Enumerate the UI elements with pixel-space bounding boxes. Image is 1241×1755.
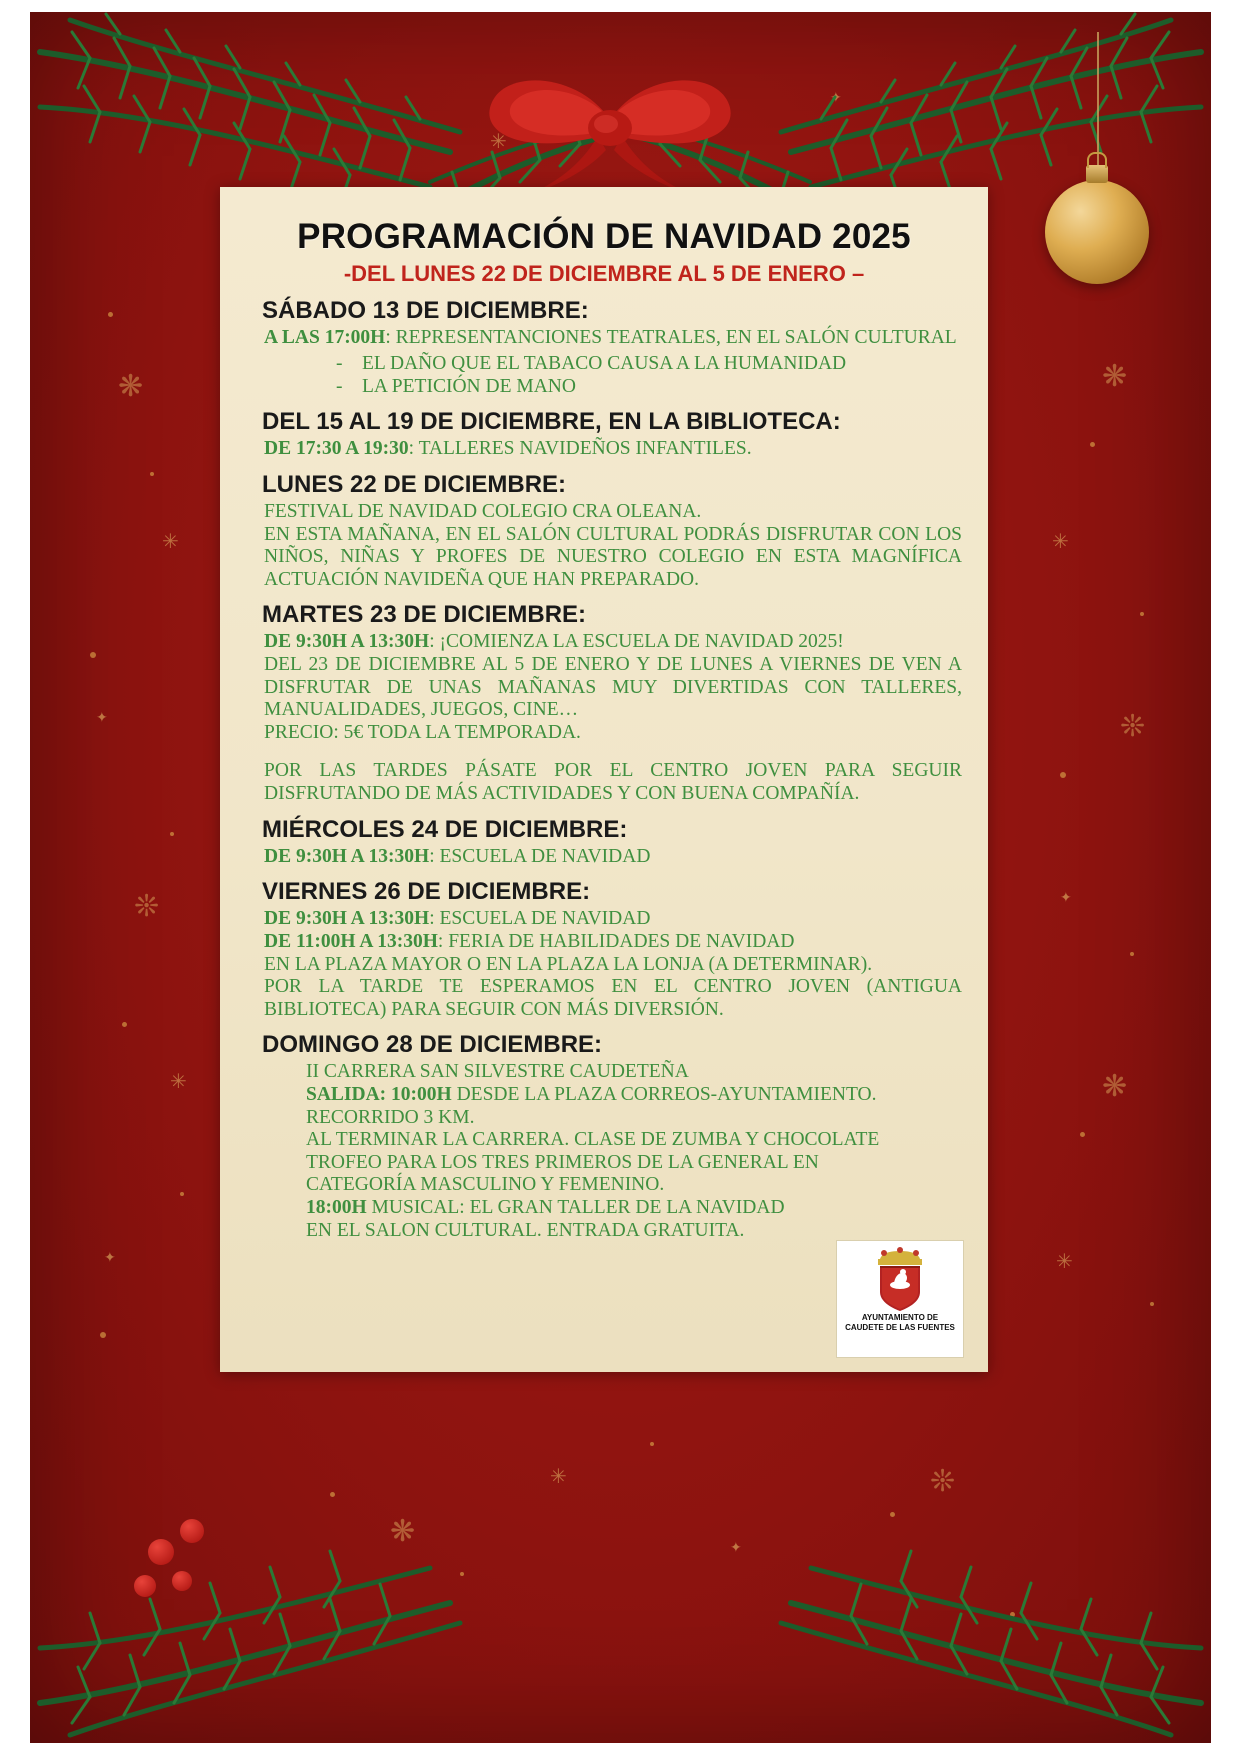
section-body (264, 438, 962, 461)
section-lead-bold: DE 9:30H A 13:30H (264, 908, 430, 930)
section-lunes-22 (246, 471, 962, 591)
pine-branch-bottom-right (741, 1493, 1211, 1743)
section-lead-rest: : ¡COMIENZA LA ESCUELA DE NAVIDAD 2025! (429, 631, 844, 653)
section-line: TROFEO PARA LOS TRES PRIMEROS DE LA GENERAL EN CATEGORÍA MASCULINO Y FEMENINO. (306, 1151, 819, 1196)
holly-berry (134, 1575, 156, 1597)
holly-berry (180, 1519, 204, 1543)
logo-line-2: CAUDETE DE LAS FUENTES (845, 1323, 955, 1332)
section-sabado-13 (246, 297, 962, 398)
red-bow (460, 62, 760, 202)
logo-text (845, 1313, 955, 1333)
section-day-heading: SÁBADO 13 DE DICIEMBRE: (262, 297, 589, 324)
section-lead-rest: : ESCUELA DE NAVIDAD (429, 845, 651, 867)
section-day-heading: DEL 15 AL 19 DE DICIEMBRE, EN LA BIBLIOTECA: (262, 408, 841, 436)
section-lead-rest: : REPRESENTANCIONES TEATRALES, EN EL SALÓN CULTURAL (385, 327, 957, 348)
list-item: - EL DAÑO QUE EL TABACO CAUSA A LA HUMANIDAD (336, 352, 847, 374)
section-lead2-bold: DE 11:00H A 13:30H (264, 930, 438, 952)
section-lead-bold: DE 9:30H A 13:30H (264, 631, 430, 653)
section-line: EN ESTA MAÑANA, EN EL SALÓN CULTURAL PODRÁS DISFRUTAR CON LOS NIÑOS, NIÑAS Y PROFES DE NUESTRO COLEGIO EN ESTA MAGNÍFICA ACTUACIÓN NAVIDEÑA QUE HAN PREPARADO. (264, 523, 962, 590)
section-day-heading: LUNES 22 DE DICIEMBRE: (262, 471, 567, 498)
section-lead-bold: SALIDA: 10:00H (306, 1083, 452, 1105)
section-line: POR LAS TARDES PÁSATE POR EL CENTRO JOVEN PARA SEGUIR DISFRUTANDO DE MÁS ACTIVIDADES Y CON BUENA COMPAÑÍA. (264, 760, 962, 805)
section-line: AL TERMINAR LA CARRERA. CLASE DE ZUMBA Y CHOCOLATE (306, 1129, 880, 1151)
holly-berry (172, 1571, 192, 1591)
section-line: EN EL SALON CULTURAL. ENTRADA GRATUITA. (306, 1219, 745, 1241)
pine-branch-bottom-left (30, 1493, 500, 1743)
section-lead3-bold: 18:00H (306, 1197, 367, 1219)
section-line: RECORRIDO 3 KM. (306, 1106, 475, 1128)
section-body (306, 1061, 962, 1242)
section-miercoles-24 (246, 816, 962, 869)
poster-background (30, 12, 1211, 1743)
section-body (264, 846, 962, 869)
bullet-text: LA PETICIÓN DE MANO (362, 376, 576, 397)
list-item: - LA PETICIÓN DE MANO (336, 376, 576, 397)
section-martes-23 (246, 601, 962, 805)
section-line: PRECIO: 5€ TODA LA TEMPORADA. (264, 721, 581, 743)
program-paper (220, 187, 988, 1372)
section-lead3-rest: MUSICAL: EL GRAN TALLER DE LA NAVIDAD (366, 1197, 785, 1219)
coat-of-arms-icon (872, 1245, 928, 1311)
section-line: EN LA PLAZA MAYOR O EN LA PLAZA LA LONJA (A DETERMINAR). (264, 953, 873, 975)
section-day-heading: VIERNES 26 DE DICIEMBRE: (262, 878, 591, 906)
section-viernes-26 (246, 878, 962, 1021)
section-lead-bold: DE 9:30H A 13:30H (264, 845, 430, 867)
section-bullets (246, 352, 962, 399)
section-lead-bold: A LAS 17:00H (264, 327, 386, 348)
section-day-heading: DOMINGO 28 DE DICIEMBRE: (262, 1031, 603, 1059)
section-body (264, 501, 962, 591)
gold-ornament (1045, 180, 1149, 284)
holly-berry (148, 1539, 174, 1565)
section-body (264, 327, 962, 350)
section-line: POR LA TARDE TE ESPERAMOS EN EL CENTRO JOVEN (ANTIGUA BIBLIOTECA) PARA SEGUIR CON MÁS DIVERSIÓN. (264, 976, 962, 1020)
ayuntamiento-logo (836, 1240, 964, 1358)
logo-line-1: AYUNTAMIENTO DE (861, 1313, 939, 1322)
section-lead-rest: : ESCUELA DE NAVIDAD (429, 908, 651, 930)
section-body (264, 631, 962, 805)
section-lead-rest: DESDE LA PLAZA CORREOS-AYUNTAMIENTO. (451, 1083, 877, 1105)
section-day-heading: MARTES 23 DE DICIEMBRE: (262, 601, 587, 629)
ornament-hook (1087, 152, 1107, 168)
section-15-19-biblioteca (246, 408, 962, 461)
section-body (264, 908, 962, 1021)
section-line: II CARRERA SAN SILVESTRE CAUDETEÑA (306, 1061, 689, 1083)
page-subtitle: -DEL LUNES 22 DE DICIEMBRE AL 5 DE ENERO – (343, 261, 865, 286)
spacer (264, 744, 962, 760)
section-line: DEL 23 DE DICIEMBRE AL 5 DE ENERO Y DE LUNES A VIERNES DE VEN A DISFRUTAR DE UNAS MAÑANAS MUY DIVERTIDAS CON TALLERES, MANUALIDADES, JUEGOS, CINE… (264, 654, 962, 721)
section-lead2-rest: : FERIA DE HABILIDADES DE NAVIDAD (437, 930, 795, 952)
gold-speckles: ❋ ✳ ✦ ❊ ✳ ✦ ❋ ✳ ❊ ✦ ❋ ✳ ❋ ✳ ✦ ❊ ✳ ✦ (30, 12, 1211, 1743)
bullet-text: EL DAÑO QUE EL TABACO CAUSA A LA HUMANIDAD (362, 352, 847, 374)
section-line: FESTIVAL DE NAVIDAD COLEGIO CRA OLEANA. (264, 501, 702, 522)
section-lead-bold: DE 17:30 A 19:30 (264, 438, 409, 460)
page-title: PROGRAMACIÓN DE NAVIDAD 2025 (297, 217, 911, 256)
section-domingo-28 (246, 1031, 962, 1242)
section-lead-rest: : TALLERES NAVIDEÑOS INFANTILES. (408, 438, 752, 460)
section-day-heading: MIÉRCOLES 24 DE DICIEMBRE: (262, 815, 628, 843)
